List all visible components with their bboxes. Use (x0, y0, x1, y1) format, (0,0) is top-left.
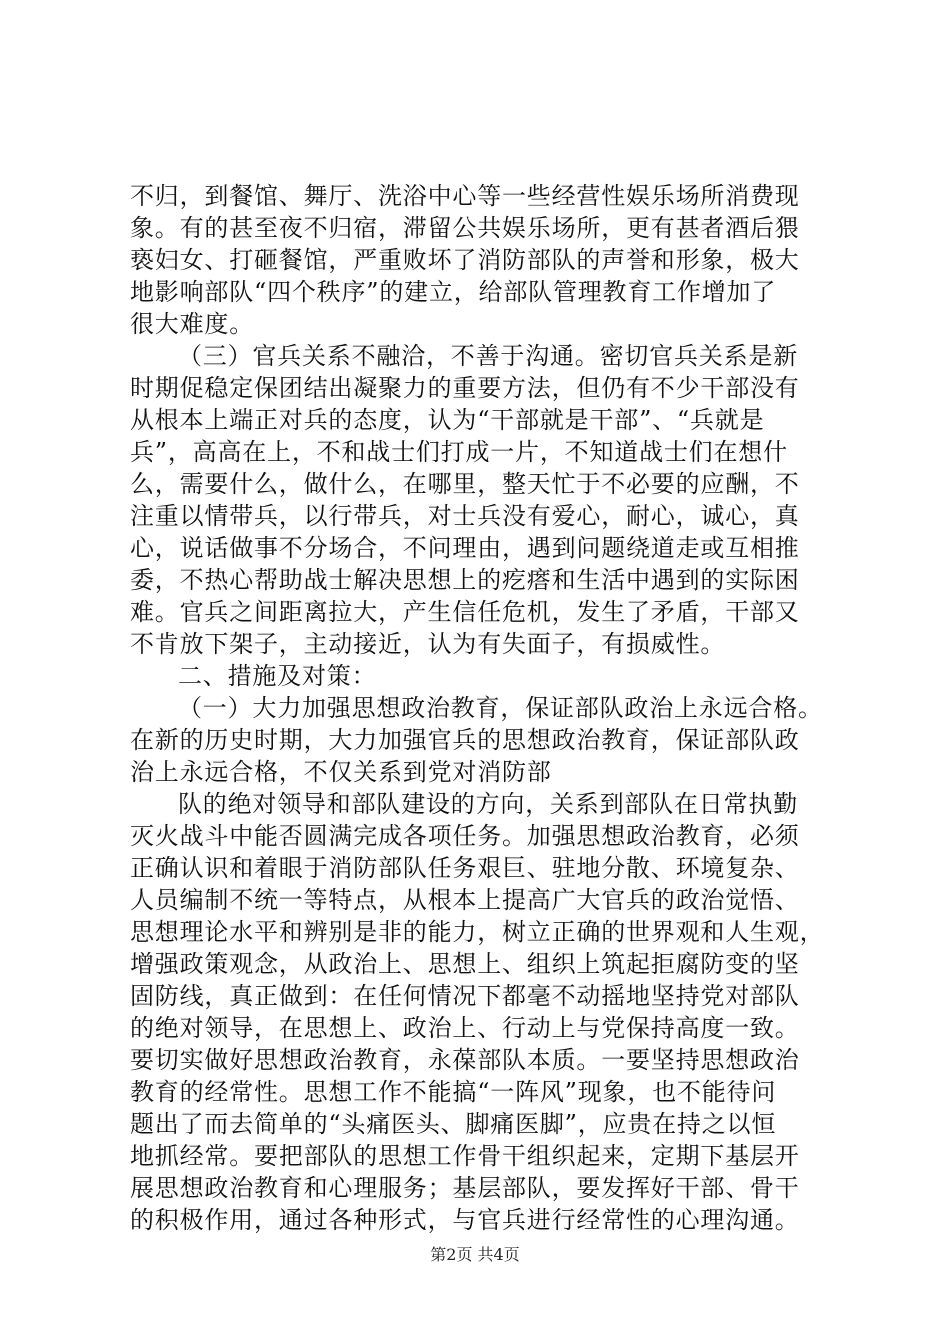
text-line: 地影响部队“四个秩序”的建立，给部队管理教育工作增加了 (130, 278, 777, 306)
document-body (130, 180, 835, 1236)
text-line: 心，说话做事不分场合，不问理由，遇到问题绕道走或互相推 (130, 534, 800, 562)
text-line: 治上永远合格，不仅关系到党对消防部 (130, 758, 552, 786)
text-line: 从根本上端正对兵的态度，认为“干部就是干部”、“兵就是 (130, 406, 765, 434)
text-line: 正确认识和着眼于消防部队任务艰巨、驻地分散、环境复杂、 (130, 854, 800, 882)
text-line: 不肯放下架子，主动接近，认为有失面子，有损威性。 (130, 630, 726, 658)
section-heading: 二、措施及对策： (178, 662, 377, 690)
text-line: 人员编制不统一等特点，从根本上提高广大官兵的政治觉悟、 (130, 886, 800, 914)
text-line: 要切实做好思想政治教育，永葆部队本质。一要坚持思想政治 (130, 1046, 800, 1074)
text-line: 思想理论水平和辨别是非的能力，树立正确的世界观和人生观， (130, 918, 825, 946)
text-line: 不归，到餐馆、舞厅、洗浴中心等一些经营性娱乐场所消费现 (130, 182, 800, 210)
text-line: 象。有的甚至夜不归宿，滞留公共娱乐场所，更有甚者酒后猥 (130, 214, 800, 242)
text-line: 的绝对领导，在思想上、政治上、行动上与党保持高度一致。 (130, 1014, 800, 1042)
text-line: 增强政策观念，从政治上、思想上、组织上筑起拒腐防变的坚 (130, 950, 800, 978)
text-line: 注重以情带兵，以行带兵，对士兵没有爱心，耐心，诚心，真 (130, 502, 800, 530)
text-line: 的积极作用，通过各种形式，与官兵进行经常性的心理沟通。 (130, 1206, 800, 1234)
page-number-footer: 第2页 共4页 (430, 1245, 520, 1264)
text-line: 么，需要什么，做什么，在哪里，整天忙于不必要的应酬，不 (130, 470, 800, 498)
text-line: 亵妇女、打砸餐馆，严重败坏了消防部队的声誉和形象，极大 (130, 246, 800, 274)
text-line: 在新的历史时期，大力加强官兵的思想政治教育，保证部队政 (130, 726, 800, 754)
text-line: 难。官兵之间距离拉大，产生信任危机，发生了矛盾，干部又 (130, 598, 800, 626)
text-line: 地抓经常。要把部队的思想工作骨干组织起来，定期下基层开 (130, 1142, 800, 1170)
text-line: 兵”，高高在上，不和战士们打成一片，不知道战士们在想什 (130, 438, 788, 466)
paragraph-start: 队的绝对领导和部队建设的方向，关系到部队在日常执勤 (178, 790, 798, 818)
text-line: 时期促稳定保团结出凝聚力的重要方法，但仍有不少干部没有 (130, 374, 800, 402)
paragraph-start: （一）大力加强思想政治教育，保证部队政治上永远合格。 (178, 694, 823, 722)
paragraph-start: （三）官兵关系不融洽，不善于沟通。密切官兵关系是新 (178, 342, 798, 370)
text-line: 展思想政治教育和心理服务；基层部队，要发挥好干部、骨干 (130, 1174, 800, 1202)
text-line: 题出了而去简单的“头痛医头、脚痛医脚”，应贵在持之以恒 (130, 1110, 777, 1138)
text-line: 委，不热心帮助战士解决思想上的疙瘩和生活中遇到的实际困 (130, 566, 800, 594)
text-line: 教育的经常性。思想工作不能搞“一阵风”现象，也不能待问 (130, 1078, 777, 1106)
text-line: 灭火战斗中能否圆满完成各项任务。加强思想政治教育，必须 (130, 822, 800, 850)
text-line: 固防线，真正做到：在任何情况下都毫不动摇地坚持党对部队 (130, 982, 800, 1010)
text-line: 很大难度。 (130, 310, 254, 338)
